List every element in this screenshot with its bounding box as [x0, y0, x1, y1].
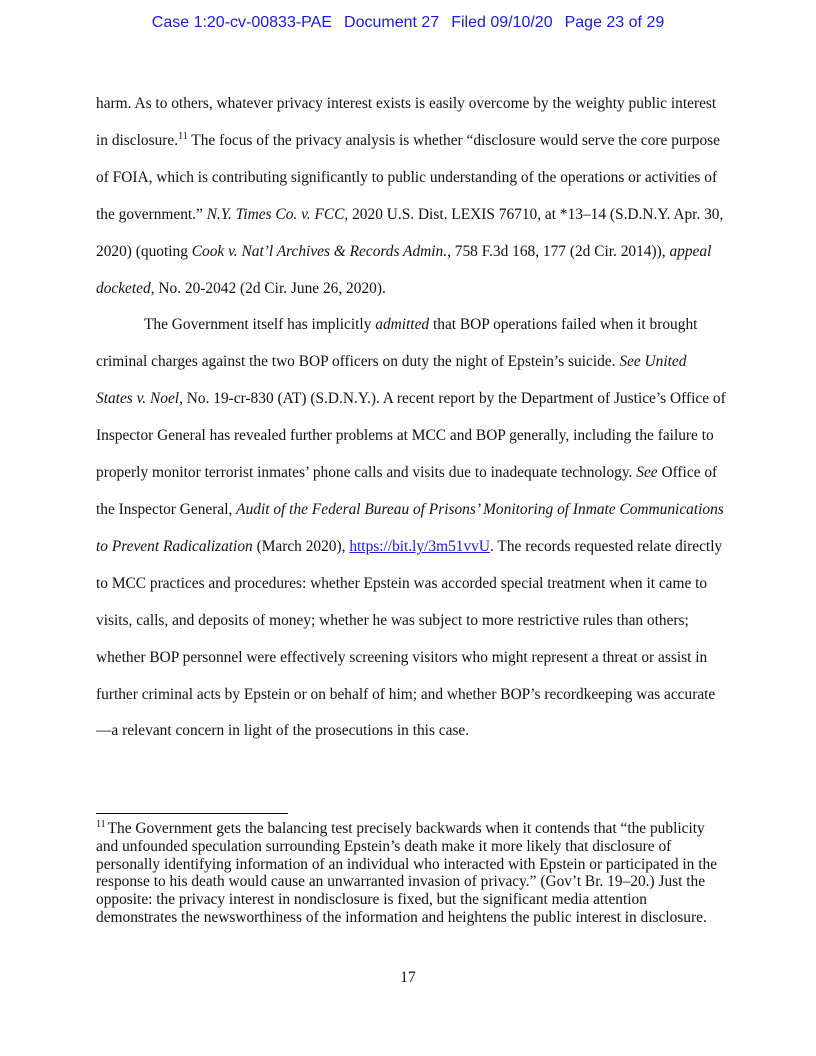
- paragraph-1: [96, 86, 726, 307]
- citation-nyt-v-fcc: N.Y. Times Co. v. FCC: [206, 205, 345, 223]
- citation-appeal-docketed: appeal docketed: [96, 242, 712, 297]
- p1-text-4: , 758 F.3d 168, 177 (2d Cir. 2014)),: [447, 242, 670, 260]
- body-text: [96, 86, 726, 750]
- footnote-divider: [96, 813, 288, 814]
- p1-text-3: , 2020 U.S. Dist. LEXIS 76710, at *13–14 (S.D.N.Y. Apr. 30, 2020) (quoting: [96, 205, 724, 260]
- p1-text-2: The focus of the privacy analysis is whether “disclosure would serve the core purpose of FOIA, which is contributing significantly to public understanding of the operations or activities of the government.”: [96, 131, 720, 223]
- p2-text-2: that BOP operations failed when it brought criminal charges against the two BOP officers on duty the night of Epstein’s suicide.: [96, 316, 698, 371]
- page-number: 17: [400, 969, 416, 986]
- ecf-header: [0, 14, 816, 32]
- page-of-pages: Page 23 of 29: [564, 14, 665, 31]
- signal-see: See: [636, 464, 658, 482]
- emphasis-admitted: admitted: [375, 316, 430, 334]
- p2-text-3: , No. 19-cr-830 (AT) (S.D.N.Y.). A recent report by the Department of Justice’s Office of Inspector General has revealed further problems at MCC and BOP generally, including the failure to properly monitor terrorist inmates’ phone calls and visits due to inadequate technology.: [96, 390, 726, 482]
- document-number: Document 27: [344, 14, 440, 31]
- filed-date: Filed 09/10/20: [451, 14, 553, 31]
- citation-us-v-noel: See United States v. Noel: [96, 353, 687, 408]
- p2-text-6: . The records requested relate directly to MCC practices and procedures: whether Epstein was accorded special treatment when it came to visits, calls, and deposits of money; whether he was subject to more restrictive rules than others; whether BOP personnel were effectively screening visitors who might represent a threat or assist in further criminal acts by Epstein or on behalf of him; and whether BOP’s recordkeeping was accurate—a relevant concern in light of the prosecutions in this case.: [96, 537, 723, 740]
- case-number: Case 1:20-cv-00833-PAE: [151, 14, 333, 31]
- p2-text-5: (March 2020),: [252, 537, 350, 555]
- p2-text-4: Office of the Inspector General,: [96, 464, 718, 518]
- p1-text-1: harm. As to others, whatever privacy interest exists is easily overcome by the weighty public interest in disclosure.: [96, 95, 717, 149]
- footnote-11: [96, 820, 726, 927]
- p1-text-5: , No. 20-2042 (2d Cir. June 26, 2020).: [150, 279, 386, 297]
- report-link[interactable]: https://bit.ly/3m51vvU: [349, 537, 490, 555]
- footnote-ref-11[interactable]: 11: [178, 130, 188, 142]
- p2-text-1: The Government itself has implicitly: [144, 316, 376, 334]
- citation-oig-audit: Audit of the Federal Bureau of Prisons’ Monitoring of Inmate Communications to Prevent Radicalization: [96, 500, 724, 555]
- footnote-number: 11: [96, 818, 106, 830]
- paragraph-2: [96, 307, 726, 750]
- footnote-text: The Government gets the balancing test precisely backwards when it contends that “the publicity and unfounded speculation surrounding Epstein’s death make it more likely that disclosure of personally identifying information of an individual who interacted with Epstein or participated in the response to his death would cause an unwarranted invasion of privacy.” (Gov’t Br. 19–20.) Just the opposite: the privacy interest in nondisclosure is fixed, but the significant media attention demonstrates the newsworthiness of the information and heightens the public interest in disclosure.: [96, 820, 718, 926]
- citation-cook-v-national-archives: Cook v. Nat’l Archives & Records Admin.: [191, 242, 448, 260]
